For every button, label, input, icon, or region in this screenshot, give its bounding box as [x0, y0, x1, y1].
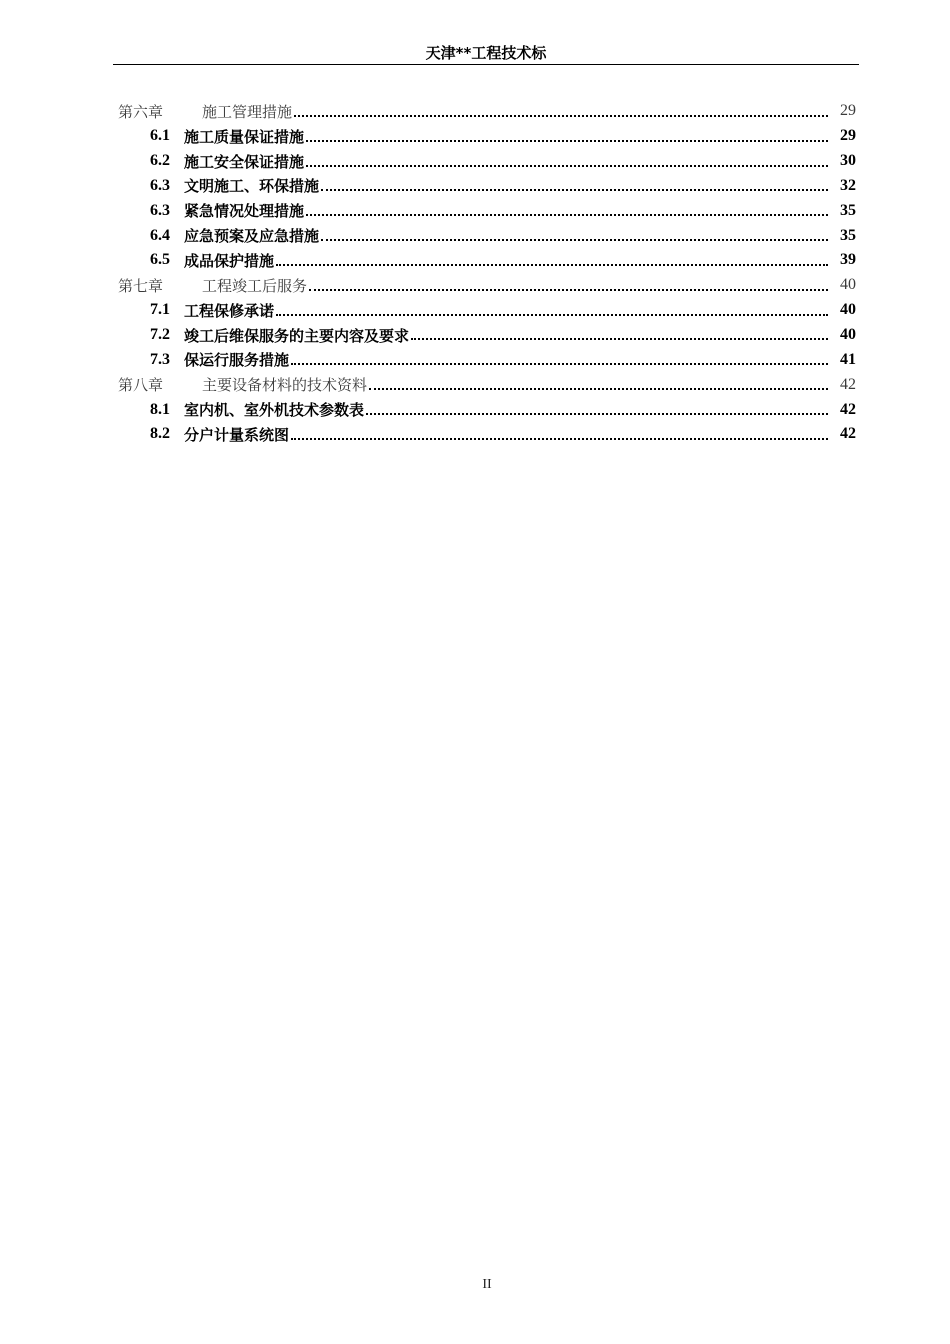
toc-entry-number: 7.1 — [150, 301, 170, 319]
toc-entry-chapter-8[interactable] — [118, 372, 856, 397]
toc-entry-page: 42 — [840, 400, 856, 418]
toc-entry-title: 保运行服务措施 — [184, 351, 290, 370]
toc-entry-title: 竣工后维保服务的主要内容及要求 — [184, 326, 410, 345]
dot-leader — [291, 437, 828, 440]
toc-entry-number: 6.3 — [150, 176, 170, 194]
dot-leader — [291, 362, 828, 365]
toc-entry-page: 29 — [840, 127, 856, 145]
toc-entry-number: 8.2 — [150, 425, 170, 443]
toc-entry-page: 41 — [840, 350, 856, 368]
toc-entry-number: 8.1 — [150, 400, 170, 418]
toc-entry-number: 第七章 — [118, 276, 164, 295]
page-header — [113, 42, 859, 65]
dot-leader — [321, 188, 828, 191]
toc-entry-section-6-5[interactable] — [118, 248, 856, 273]
toc-entry-section-6-2[interactable] — [118, 149, 856, 174]
toc-entry-section-6-3a[interactable] — [118, 174, 856, 199]
footer-page-number: II — [482, 1277, 492, 1292]
toc-entry-title: 工程竣工后服务 — [202, 276, 308, 295]
toc-entry-number: 6.4 — [150, 226, 170, 244]
header-title: 天津**工程技术标 — [425, 44, 547, 62]
toc-entry-page: 35 — [840, 226, 856, 244]
dot-leader — [294, 114, 828, 117]
dot-leader — [276, 313, 828, 316]
toc-entry-page: 42 — [840, 375, 856, 393]
toc-entry-section-8-1[interactable] — [118, 397, 856, 422]
dot-leader — [276, 263, 828, 266]
toc-entry-section-6-4[interactable] — [118, 223, 856, 248]
toc-entry-title: 成品保护措施 — [184, 251, 275, 270]
toc-entry-section-7-3[interactable] — [118, 347, 856, 372]
table-of-contents — [118, 99, 856, 447]
dot-leader — [306, 213, 828, 216]
toc-entry-title: 工程保修承诺 — [184, 301, 275, 320]
toc-entry-page: 40 — [840, 301, 856, 319]
toc-entry-section-7-1[interactable] — [118, 298, 856, 323]
toc-entry-title: 施工质量保证措施 — [184, 127, 305, 146]
toc-entry-page: 39 — [840, 251, 856, 269]
toc-entry-page: 40 — [840, 326, 856, 344]
dot-leader — [306, 164, 828, 167]
toc-entry-section-6-3b[interactable] — [118, 198, 856, 223]
toc-entry-chapter-7[interactable] — [118, 273, 856, 298]
toc-entry-chapter-6[interactable] — [118, 99, 856, 124]
toc-entry-number: 7.3 — [150, 350, 170, 368]
toc-entry-page: 30 — [840, 152, 856, 170]
toc-entry-section-8-2[interactable] — [118, 422, 856, 447]
toc-entry-title: 室内机、室外机技术参数表 — [184, 401, 365, 420]
dot-leader — [366, 412, 828, 415]
toc-entry-number: 第六章 — [118, 102, 164, 121]
dot-leader — [306, 139, 828, 142]
toc-entry-title: 应急预案及应急措施 — [184, 227, 320, 246]
toc-entry-number: 6.1 — [150, 127, 170, 145]
dot-leader — [309, 288, 828, 291]
toc-entry-page: 40 — [840, 276, 856, 294]
toc-entry-number: 6.2 — [150, 152, 170, 170]
toc-entry-section-7-2[interactable] — [118, 323, 856, 348]
toc-entry-title: 施工安全保证措施 — [184, 152, 305, 171]
toc-entry-title: 分户计量系统图 — [184, 425, 290, 444]
dot-leader — [411, 337, 828, 340]
toc-entry-title: 紧急情况处理措施 — [184, 202, 305, 221]
toc-entry-title: 施工管理措施 — [202, 102, 293, 121]
toc-entry-number: 6.5 — [150, 251, 170, 269]
toc-entry-title: 主要设备材料的技术资料 — [202, 376, 368, 395]
toc-entry-section-6-1[interactable] — [118, 124, 856, 149]
toc-entry-page: 32 — [840, 176, 856, 194]
dot-leader — [321, 238, 828, 241]
toc-entry-page: 29 — [840, 102, 856, 120]
toc-entry-page: 35 — [840, 201, 856, 219]
toc-entry-number: 7.2 — [150, 326, 170, 344]
dot-leader — [369, 387, 828, 390]
toc-entry-page: 42 — [840, 425, 856, 443]
toc-entry-title: 文明施工、环保措施 — [184, 177, 320, 196]
toc-entry-number: 6.3 — [150, 201, 170, 219]
toc-entry-number: 第八章 — [118, 376, 164, 395]
page-footer — [0, 1277, 950, 1293]
